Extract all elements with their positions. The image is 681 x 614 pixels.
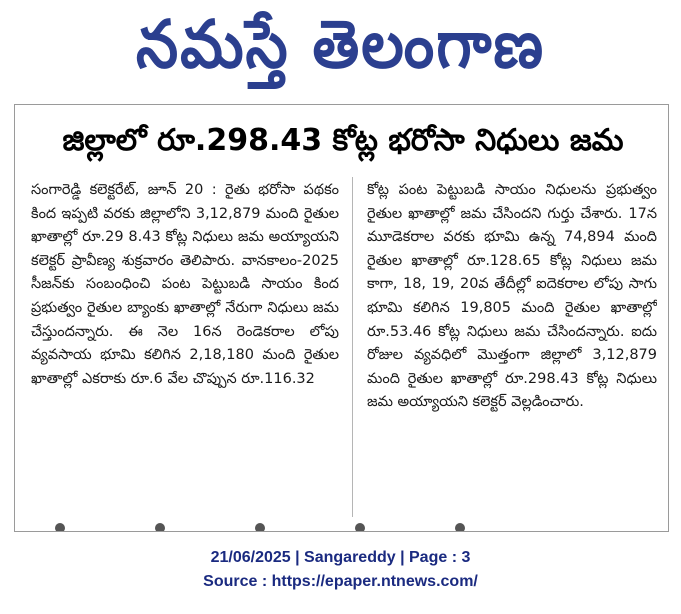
- cut-edge-dot: [155, 523, 165, 532]
- clipping-footer: [0, 546, 681, 594]
- masthead-title: నమస్తే తెలంగాణ: [135, 6, 546, 84]
- edition-info: 21/06/2025 | Sangareddy | Page : 3: [210, 549, 471, 566]
- article-paragraph-right: కోట్ల పంట పెట్టుబడి సాయం నిధులను ప్రభుత్వం రైతుల ఖాతాల్లో జమ చేసిందని గుర్తు చేశారు. 17న మూడెకరాల వరకు భూమి ఉన్న 74,894 మంది రైతుల ఖాతాల్లో రూ.128.65 కోట్ల నిధులు జమ కాగా, 18, 19, 20వ తేదీల్లో ఐదెకరాల లోపు సాగు భూమి కలిగిన 19,805 మంది రైతుల ఖాతాల్లో రూ.53.46 కోట్ల నిధులు జమ చేసిందన్నారు. ఐదు రోజుల వ్యవధిలో మొత్తంగా జిల్లాలో 3,12,879 మంది రైతుల ఖాతాల్లో రూ.298.43 కోట్ల నిధులు జమ అయ్యాయని కలెక్టర్ వెల్లడించారు.: [367, 182, 657, 411]
- cut-edge-dot: [255, 523, 265, 532]
- source-link[interactable]: Source : https://epaper.ntnews.com/: [203, 573, 478, 590]
- newspaper-masthead: [0, 0, 681, 90]
- cut-edge-dot: [55, 523, 65, 532]
- column-divider: [352, 177, 353, 517]
- cut-edge-dot: [455, 523, 465, 532]
- article-headline: జిల్లాలో రూ.298.43 కోట్ల భరోసా నిధులు జమ: [62, 123, 624, 158]
- article-paragraph-left: సంగారెడ్డి కలెక్టరేట్, జూన్ 20 : రైతు భరోసా పథకం కింద ఇప్పటి వరకు జిల్లాలోని 3,12,879 మంది రైతుల ఖాతాల్లో రూ.29 8.43 కోట్ల నిధులు జమ అయ్యాయని కలెక్టర్ ప్రావీణ్య శుక్రవారం తెలిపారు. వానకాలం-2025 సీజన్‌కు సంబంధించి పంట పెట్టుబడి సాయం కింద ప్రభుత్వం రైతుల బ్యాంకు ఖాతాల్లో నేరుగా నిధులు జమ చేస్తుందన్నారు. ఈ నెల 16న రెండెకరాల లోపు వ్యవసాయ భూమి కలిగిన 2,18,180 మంది రైతుల ఖాతాల్లో ఎకరాకు రూ.6 వేల చొప్పున రూ.116.32: [31, 182, 339, 387]
- article-column-right: [367, 179, 657, 529]
- article-column-left: [31, 179, 339, 529]
- news-clipping: [14, 104, 669, 532]
- cut-edge-dot: [355, 523, 365, 532]
- clipping-cut-edge: [55, 523, 655, 532]
